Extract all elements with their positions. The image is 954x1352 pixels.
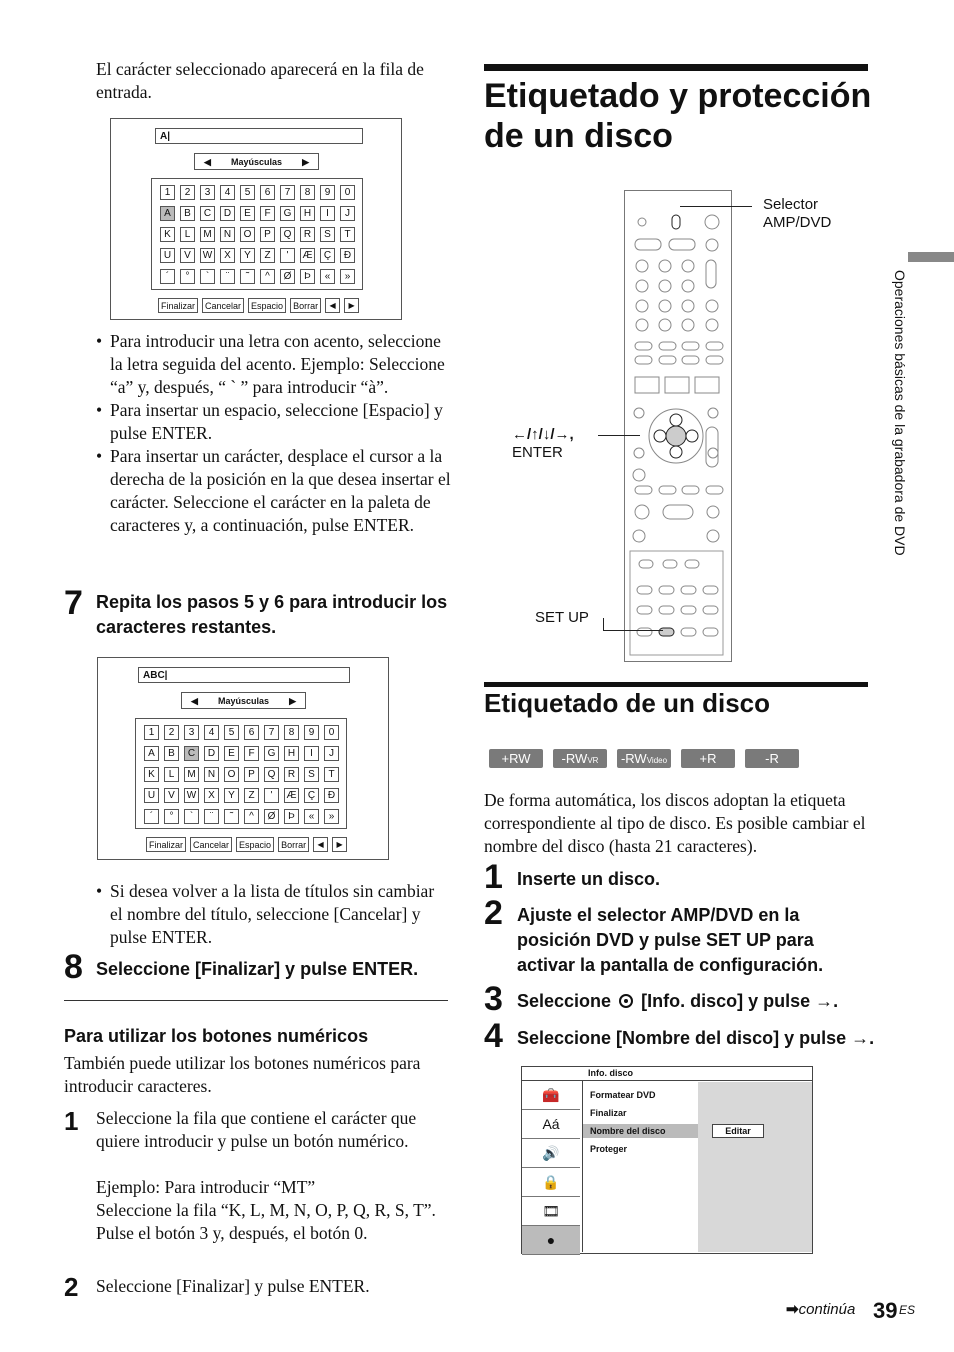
character-key[interactable]: ´ xyxy=(144,809,159,824)
mode-selector[interactable] xyxy=(194,153,319,170)
character-key[interactable]: ` xyxy=(184,809,199,824)
section-title: Etiquetado de un disco xyxy=(484,688,771,718)
character-key[interactable]: 6 xyxy=(260,185,275,200)
character-key[interactable]: 3 xyxy=(184,725,199,740)
character-key[interactable]: 2 xyxy=(164,725,179,740)
callout-line-setup xyxy=(603,630,663,631)
character-key[interactable]: ° xyxy=(164,809,179,824)
continua-text: continúa xyxy=(798,1301,856,1318)
keyboard-button-espacio[interactable]: Espacio xyxy=(248,298,286,313)
label-setup: SET UP xyxy=(535,609,589,626)
intro-text: El carácter seleccionado aparecerá en la fila de entrada. xyxy=(96,59,424,102)
cursor-right-icon[interactable]: ▶ xyxy=(344,298,359,313)
bullet-text: Para introducir una letra con acento, seleccione la letra seguida del acento. Ejemplo: Seleccione “a” y, después, “ ` ” para introducir “à”. xyxy=(110,331,445,397)
arrow-left-icon: ◀ xyxy=(204,157,211,167)
menu-detail-panel xyxy=(698,1082,812,1252)
character-key[interactable]: 8 xyxy=(300,185,315,200)
character-key[interactable]: M xyxy=(184,767,199,782)
keyboard-screen-1 xyxy=(110,118,402,320)
character-key[interactable]: Þ xyxy=(284,809,299,824)
step-4-number: 4 xyxy=(484,1017,503,1055)
callout-line-setup-v xyxy=(603,618,604,630)
menu-sidebar xyxy=(522,1081,580,1253)
character-key[interactable]: V xyxy=(180,248,195,263)
character-key[interactable]: Y xyxy=(240,248,255,263)
badge-text: +RW xyxy=(501,751,531,766)
arrow-right-icon: ▶ xyxy=(289,696,296,706)
numeric-step-1-text xyxy=(96,1107,451,1245)
character-key[interactable]: ' xyxy=(280,248,295,263)
bullet-item xyxy=(96,445,451,537)
language-icon[interactable]: Aá xyxy=(522,1110,580,1139)
character-key[interactable]: S xyxy=(320,227,335,242)
character-key[interactable]: L xyxy=(180,227,195,242)
character-key[interactable]: Ð xyxy=(340,248,355,263)
character-key[interactable]: Z xyxy=(244,788,259,803)
step-1-number: 1 xyxy=(484,858,503,896)
bullet-text: Para insertar un carácter, desplace el cursor a la derecha de la posición en la que desea insertar el carácter. Seleccione el carácter en la paleta de caracteres y, a continuación, pulse ENTER. xyxy=(110,446,451,535)
character-key[interactable]: » xyxy=(324,809,339,824)
character-key[interactable]: L xyxy=(164,767,179,782)
label-arrows: ←/↑/↓/→, xyxy=(512,426,574,443)
character-key[interactable]: 9 xyxy=(304,725,319,740)
character-key[interactable]: 7 xyxy=(280,185,295,200)
step-1-text: Inserte un disco. xyxy=(517,869,661,889)
palette-row xyxy=(144,746,339,761)
cursor-right-icon[interactable]: ▶ xyxy=(332,837,347,852)
character-key[interactable]: S xyxy=(304,767,319,782)
edit-button[interactable]: Editar xyxy=(712,1124,764,1138)
keyboard-button-cancelar[interactable]: Cancelar xyxy=(190,837,232,852)
main-title: Etiquetado y protección de un disco xyxy=(484,77,872,155)
character-key[interactable]: G xyxy=(264,746,279,761)
palette-row xyxy=(160,227,355,242)
bullet-dot: • xyxy=(96,400,103,420)
bullet-item xyxy=(96,330,451,399)
character-key[interactable]: ˜ xyxy=(240,269,255,284)
character-key[interactable]: Ð xyxy=(324,788,339,803)
badge-minus-r xyxy=(745,749,799,768)
character-key[interactable]: G xyxy=(280,206,295,221)
character-key[interactable]: T xyxy=(340,227,355,242)
keyboard-button-borrar[interactable]: Borrar xyxy=(290,298,321,313)
bullet-dot: • xyxy=(96,331,103,351)
character-key[interactable]: J xyxy=(324,746,339,761)
keyboard-screen-2 xyxy=(97,657,389,860)
character-key[interactable]: ´ xyxy=(160,269,175,284)
lock-icon[interactable]: 🔒 xyxy=(522,1168,580,1197)
numeric-heading: Para utilizar los botones numéricos xyxy=(64,1026,369,1046)
character-palette-2 xyxy=(135,718,347,829)
callout-line-arrows xyxy=(598,435,640,436)
character-key[interactable]: W xyxy=(200,248,215,263)
numeric-step-1-number: 1 xyxy=(64,1106,79,1136)
badge-text: -RW xyxy=(620,751,647,766)
keyboard-button-finalizar[interactable]: Finalizar xyxy=(158,298,198,313)
palette-row xyxy=(144,767,339,782)
character-key[interactable]: 8 xyxy=(284,725,299,740)
disc-info-icon[interactable]: ● xyxy=(522,1226,580,1255)
character-key[interactable]: 3 xyxy=(200,185,215,200)
cursor-left-icon[interactable]: ◀ xyxy=(325,298,340,313)
step-8-text: Seleccione [Finalizar] y pulse ENTER. xyxy=(96,959,419,979)
character-key[interactable]: ˜ xyxy=(224,809,239,824)
character-key[interactable]: « xyxy=(304,809,319,824)
character-key[interactable]: Ç xyxy=(304,788,319,803)
character-key[interactable]: B xyxy=(164,746,179,761)
character-key[interactable]: 5 xyxy=(240,185,255,200)
cursor-left-icon[interactable]: ◀ xyxy=(313,837,328,852)
step-8-number: 8 xyxy=(64,948,83,986)
character-key[interactable]: Ç xyxy=(320,248,335,263)
step-2-text: Ajuste el selector AMP/DVD en la posición DVD y pulse SET UP para activar la pantalla de configuración. xyxy=(517,905,824,975)
character-key[interactable]: 9 xyxy=(320,185,335,200)
callout-line-selector xyxy=(680,206,752,207)
action-buttons-2 xyxy=(146,837,347,852)
title-rule xyxy=(484,64,868,71)
character-key[interactable]: P xyxy=(260,227,275,242)
character-key[interactable]: ° xyxy=(180,269,195,284)
page-suffix: ES xyxy=(899,1303,916,1317)
character-key[interactable]: 2 xyxy=(180,185,195,200)
palette-row xyxy=(160,248,355,263)
continua-label xyxy=(786,1300,855,1318)
character-key[interactable]: Æ xyxy=(300,248,315,263)
badge-sub: Video xyxy=(646,756,668,765)
entry-value: A xyxy=(160,131,168,142)
character-key[interactable]: R xyxy=(284,767,299,782)
bullet-text: Para insertar un espacio, seleccione [Espacio] y pulse ENTER. xyxy=(110,400,443,443)
entry-row: A| xyxy=(155,128,363,144)
character-key[interactable]: Y xyxy=(224,788,239,803)
character-key[interactable]: U xyxy=(160,248,175,263)
character-key[interactable]: 4 xyxy=(220,185,235,200)
step-3-number: 3 xyxy=(484,980,503,1018)
film-icon[interactable]: 🎞 xyxy=(522,1197,580,1226)
bullet-item-2 xyxy=(96,880,451,949)
section-rule xyxy=(484,682,868,687)
character-key[interactable]: N xyxy=(204,767,219,782)
numeric-step-1-line-2: Ejemplo: Para introducir “MT” xyxy=(96,1177,316,1197)
character-key[interactable]: E xyxy=(224,746,239,761)
character-key[interactable]: D xyxy=(220,206,235,221)
step-3-text xyxy=(517,989,877,1014)
entry-row-2: ABC| xyxy=(138,667,350,683)
badge-text: -RW xyxy=(561,751,588,766)
bullet-list-1 xyxy=(96,330,451,537)
bullet-text: Si desea volver a la lista de títulos sin cambiar el nombre del título, seleccione [Cancelar] y pulse ENTER. xyxy=(110,881,435,947)
speaker-icon[interactable]: 🔊 xyxy=(522,1139,580,1168)
bullet-item xyxy=(96,399,451,445)
character-key[interactable]: H xyxy=(284,746,299,761)
character-key[interactable]: 4 xyxy=(204,725,219,740)
character-key[interactable]: J xyxy=(340,206,355,221)
character-key[interactable]: M xyxy=(200,227,215,242)
character-key[interactable]: ` xyxy=(200,269,215,284)
character-palette xyxy=(151,178,363,290)
entry-value-2: ABC xyxy=(143,670,165,681)
badge-text: +R xyxy=(699,751,717,766)
character-key[interactable]: T xyxy=(324,767,339,782)
bullet-dot: • xyxy=(96,881,103,901)
badge-minus-rw-video xyxy=(617,749,671,768)
character-key[interactable]: O xyxy=(240,227,255,242)
character-key[interactable]: 1 xyxy=(160,185,175,200)
disc-icon xyxy=(619,994,633,1008)
character-key[interactable]: « xyxy=(320,269,335,284)
label-enter: ENTER xyxy=(512,444,563,461)
palette-row xyxy=(160,185,355,200)
character-key[interactable]: ' xyxy=(264,788,279,803)
character-key[interactable]: I xyxy=(304,746,319,761)
character-key[interactable]: Ø xyxy=(264,809,279,824)
character-key[interactable]: F xyxy=(260,206,275,221)
divider xyxy=(64,1000,448,1001)
character-key[interactable]: X xyxy=(204,788,219,803)
badge-plus-r xyxy=(681,749,735,768)
step-3-text-a: Seleccione xyxy=(517,991,612,1011)
character-key[interactable]: 7 xyxy=(264,725,279,740)
step-7-number: 7 xyxy=(64,584,83,622)
label-selector-amp-dvd: Selector AMP/DVD xyxy=(763,196,832,231)
menu-item-formatear[interactable]: Formatear DVD xyxy=(590,1090,656,1100)
character-key[interactable]: N xyxy=(220,227,235,242)
step-4-text: Seleccione [Nombre del disco] y pulse →. xyxy=(517,1028,875,1048)
character-key[interactable]: Æ xyxy=(284,788,299,803)
numeric-step-1-line-1: Seleccione la fila que contiene el carácter que quiere introducir y pulse un botón numérico. xyxy=(96,1108,417,1151)
character-key[interactable]: Ø xyxy=(280,269,295,284)
palette-row xyxy=(144,788,339,803)
character-key[interactable]: A xyxy=(144,746,159,761)
mode-label-2: Mayúsculas xyxy=(217,696,270,706)
action-buttons xyxy=(158,298,359,313)
numeric-intro: También puede utilizar los botones numéricos para introducir caracteres. xyxy=(64,1053,421,1096)
step-3-text-b: [Info. disco] y pulse →. xyxy=(641,991,839,1011)
keyboard-button-espacio[interactable]: Espacio xyxy=(236,837,274,852)
numeric-step-2-number: 2 xyxy=(64,1272,79,1302)
character-key[interactable]: K xyxy=(160,227,175,242)
keyboard-button-borrar[interactable]: Borrar xyxy=(278,837,309,852)
info-disco-screen xyxy=(521,1066,813,1254)
character-key[interactable]: X xyxy=(220,248,235,263)
arrow-right-icon: ➡ xyxy=(786,1301,799,1318)
palette-row xyxy=(160,269,355,284)
palette-row xyxy=(144,809,339,824)
arrow-right-icon: ▶ xyxy=(302,157,309,167)
character-key[interactable]: Z xyxy=(260,248,275,263)
arrow-left-icon: ◀ xyxy=(191,696,198,706)
character-key[interactable]: ¨ xyxy=(204,809,219,824)
palette-row xyxy=(160,206,355,221)
step-7-text: Repita los pasos 5 y 6 para introducir los caracteres restantes. xyxy=(96,592,448,637)
character-key[interactable]: P xyxy=(244,767,259,782)
numeric-step-1-line-3: Seleccione la fila “K, L, M, N, O, P, Q, R, S, T”. xyxy=(96,1200,436,1220)
page-number: 39 xyxy=(873,1298,898,1323)
character-key[interactable]: ¨ xyxy=(220,269,235,284)
character-key[interactable]: K xyxy=(144,767,159,782)
keyboard-button-finalizar[interactable]: Finalizar xyxy=(146,837,186,852)
character-key[interactable]: Q xyxy=(264,767,279,782)
character-key[interactable]: » xyxy=(340,269,355,284)
character-key[interactable]: A xyxy=(160,206,175,221)
badge-plus-rw xyxy=(489,749,543,768)
side-tab-label: Operaciones básicas de la grabadora de DVD xyxy=(892,270,908,556)
character-key[interactable]: ^ xyxy=(244,809,259,824)
badge-minus-rw-vr xyxy=(553,749,607,768)
character-key[interactable]: R xyxy=(300,227,315,242)
character-key[interactable]: 6 xyxy=(244,725,259,740)
character-key[interactable]: U xyxy=(144,788,159,803)
character-key[interactable]: D xyxy=(204,746,219,761)
character-key[interactable]: Q xyxy=(280,227,295,242)
side-tab-bar xyxy=(908,252,954,262)
palette-row xyxy=(144,725,339,740)
badge-sub: VR xyxy=(587,756,599,765)
menu-item-nombre[interactable]: Nombre del disco xyxy=(590,1126,666,1136)
numeric-step-2-text: Seleccione [Finalizar] y pulse ENTER. xyxy=(96,1276,370,1296)
character-key[interactable]: H xyxy=(300,206,315,221)
character-key[interactable]: B xyxy=(180,206,195,221)
section-intro: De forma automática, los discos adoptan la etiqueta correspondiente al tipo de disco. Es posible cambiar el nombre del disco (hasta 21 caracteres). xyxy=(484,790,866,856)
menu-item-finalizar[interactable]: Finalizar xyxy=(590,1108,627,1118)
character-key[interactable]: F xyxy=(244,746,259,761)
step-2-number: 2 xyxy=(484,894,503,932)
remote-drawing xyxy=(625,191,731,661)
character-key[interactable]: V xyxy=(164,788,179,803)
character-key[interactable]: 0 xyxy=(340,185,355,200)
character-key[interactable]: 0 xyxy=(324,725,339,740)
character-key[interactable]: I xyxy=(320,206,335,221)
character-key[interactable]: C xyxy=(200,206,215,221)
mode-selector-2[interactable] xyxy=(181,692,306,709)
numeric-step-1-line-4: Pulse el botón 3 y, después, el botón 0. xyxy=(96,1223,368,1243)
bullet-dot: • xyxy=(96,446,103,466)
character-key[interactable]: C xyxy=(184,746,199,761)
menu-item-proteger[interactable]: Proteger xyxy=(590,1144,628,1154)
badge-text: -R xyxy=(765,751,779,766)
character-key[interactable]: O xyxy=(224,767,239,782)
character-key[interactable]: 1 xyxy=(144,725,159,740)
toolbox-icon[interactable]: 🧰 xyxy=(522,1081,580,1110)
character-key[interactable]: W xyxy=(184,788,199,803)
character-key[interactable]: Þ xyxy=(300,269,315,284)
mode-label: Mayúsculas xyxy=(230,157,283,167)
keyboard-button-cancelar[interactable]: Cancelar xyxy=(202,298,244,313)
menu-title: Info. disco xyxy=(588,1068,633,1078)
remote-control-illustration xyxy=(624,190,732,662)
character-key[interactable]: 5 xyxy=(224,725,239,740)
character-key[interactable]: ^ xyxy=(260,269,275,284)
character-key[interactable]: E xyxy=(240,206,255,221)
